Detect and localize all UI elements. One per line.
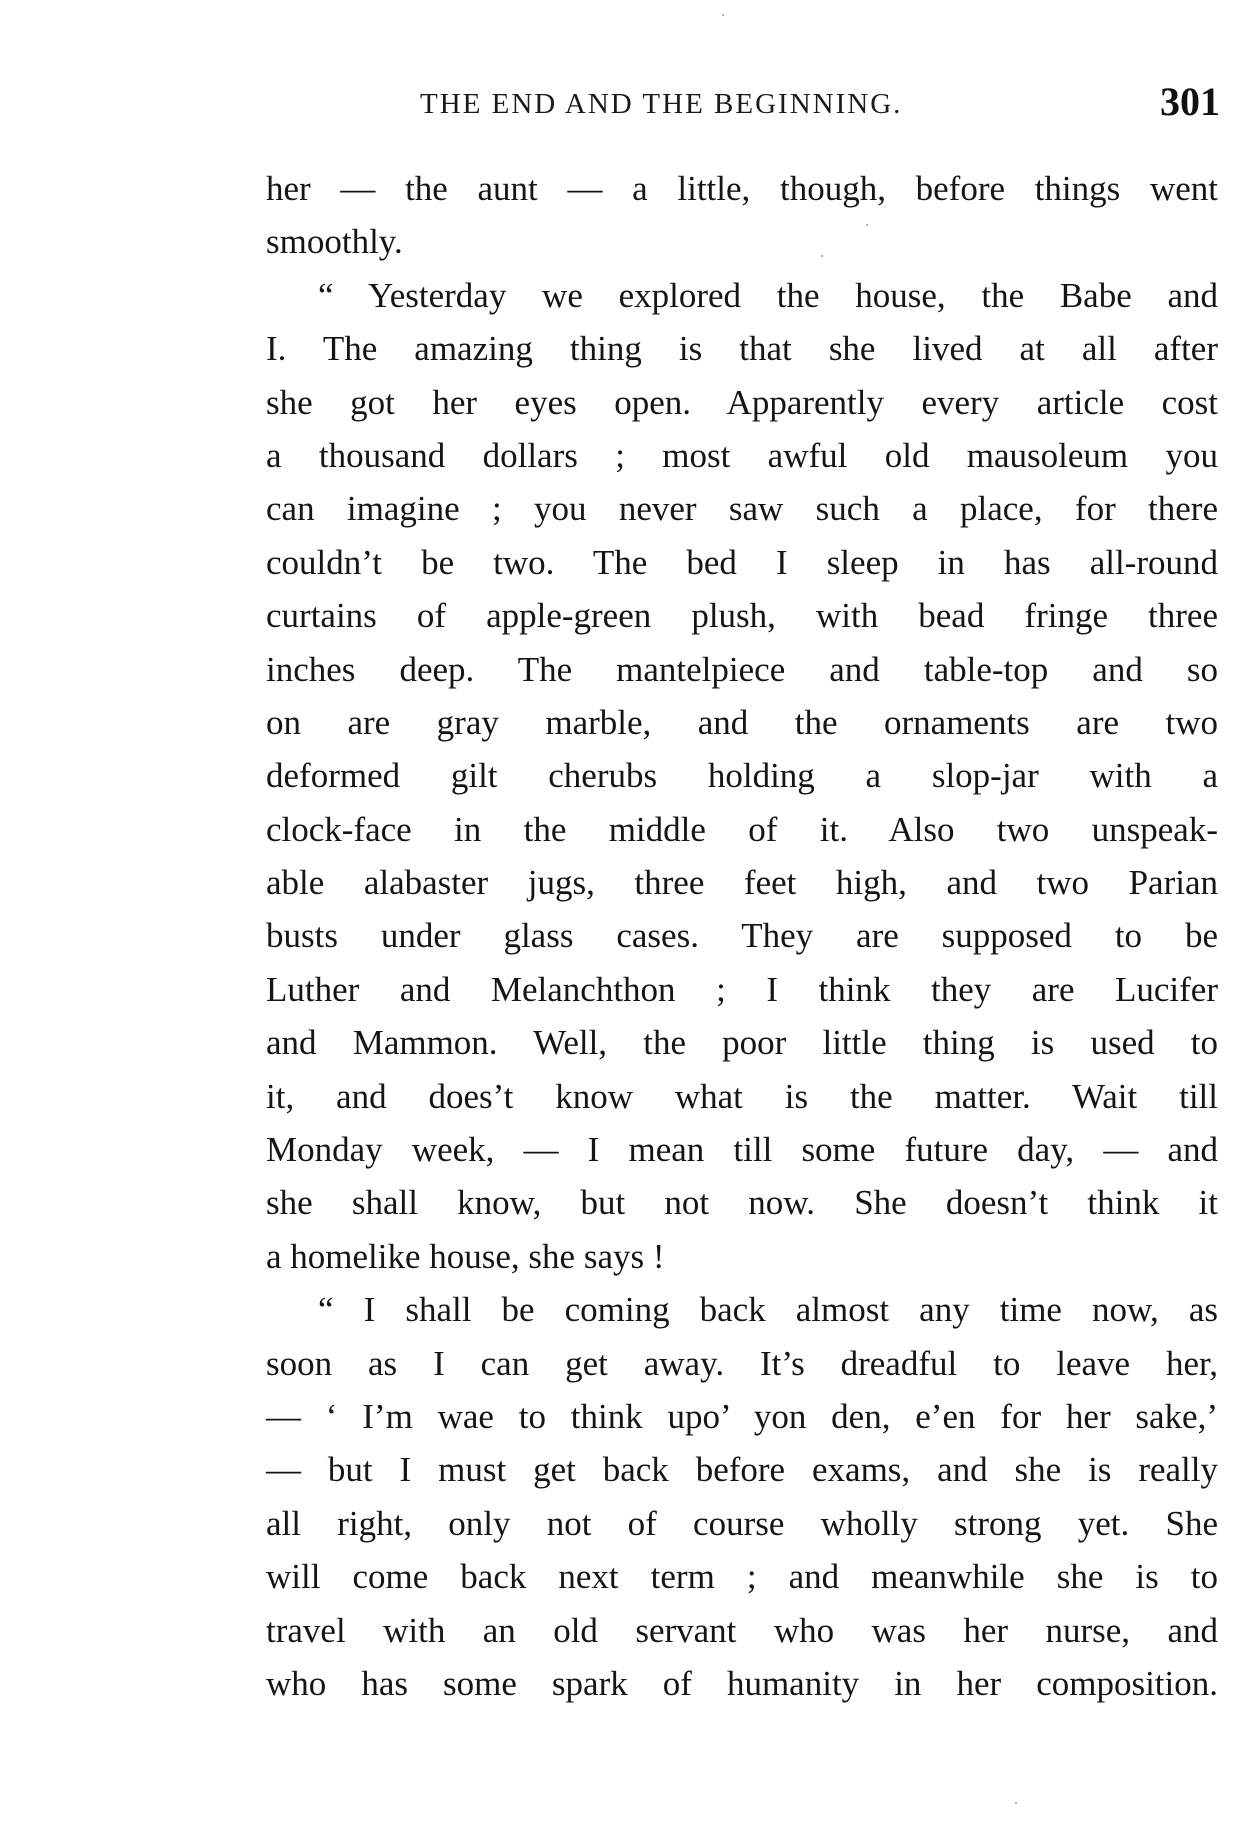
text-line: soon as I can get away. It’s dreadful to leave her, <box>266 1343 1218 1383</box>
text-line: “ Yesterday we explored the house, the Babe and <box>318 275 1218 315</box>
text-line: curtains of apple-green plush, with bead fringe three <box>266 596 1218 636</box>
paper-speck <box>821 255 823 257</box>
text-line: — ‘ I’m wae to think upo’ yon den, e’en for her sake,’ <box>266 1396 1218 1436</box>
text-line: Monday week, — I mean till some future day, — and <box>266 1130 1218 1170</box>
text-line: can imagine ; you never saw such a place, for there <box>266 489 1218 529</box>
paper-speck <box>722 14 724 16</box>
text-line: travel with an old servant who was her nurse, and <box>266 1610 1218 1650</box>
paper-speck <box>1015 1802 1017 1804</box>
text-line: couldn’t be two. The bed I sleep in has all-round <box>266 542 1218 582</box>
text-line: deformed gilt cherubs holding a slop-jar with a <box>266 756 1218 796</box>
text-line: inches deep. The mantelpiece and table-top and so <box>266 649 1218 689</box>
text-line: smoothly. <box>266 222 403 262</box>
paper-speck <box>866 224 868 226</box>
running-head: THE END AND THE BEGINNING. <box>420 88 903 120</box>
body-text <box>266 162 1218 1710</box>
text-line: clock-face in the middle of it. Also two unspeak- <box>266 809 1218 849</box>
text-line: she got her eyes open. Apparently every article cost <box>266 382 1218 422</box>
text-line: Luther and Melanchthon ; I think they are Lucifer <box>266 969 1218 1009</box>
page-header <box>420 79 1220 132</box>
text-line: — but I must get back before exams, and she is really <box>266 1450 1218 1490</box>
text-line: her — the aunt — a little, though, before things went <box>266 169 1218 208</box>
text-line: able alabaster jugs, three feet high, and two Parian <box>266 863 1218 903</box>
text-line: will come back next term ; and meanwhile she is to <box>266 1557 1218 1597</box>
text-line: “ I shall be coming back almost any time now, as <box>318 1290 1218 1330</box>
text-line: I. The amazing thing is that she lived at all after <box>266 329 1218 369</box>
text-line: busts under glass cases. They are supposed to be <box>266 916 1218 956</box>
page-number: 301 <box>1160 79 1220 124</box>
text-line: she shall know, but not now. She doesn’t think it <box>266 1183 1218 1223</box>
text-line: it, and does’t know what is the matter. Wait till <box>266 1076 1218 1116</box>
text-line: on are gray marble, and the ornaments are two <box>266 702 1218 742</box>
text-line: and Mammon. Well, the poor little thing is used to <box>266 1023 1218 1063</box>
text-line: all right, only not of course wholly strong yet. She <box>266 1503 1218 1543</box>
text-line: a homelike house, she says ! <box>266 1236 665 1276</box>
text-line: who has some spark of humanity in her composition. <box>266 1663 1218 1703</box>
text-line: a thousand dollars ; most awful old mausoleum you <box>266 435 1218 475</box>
